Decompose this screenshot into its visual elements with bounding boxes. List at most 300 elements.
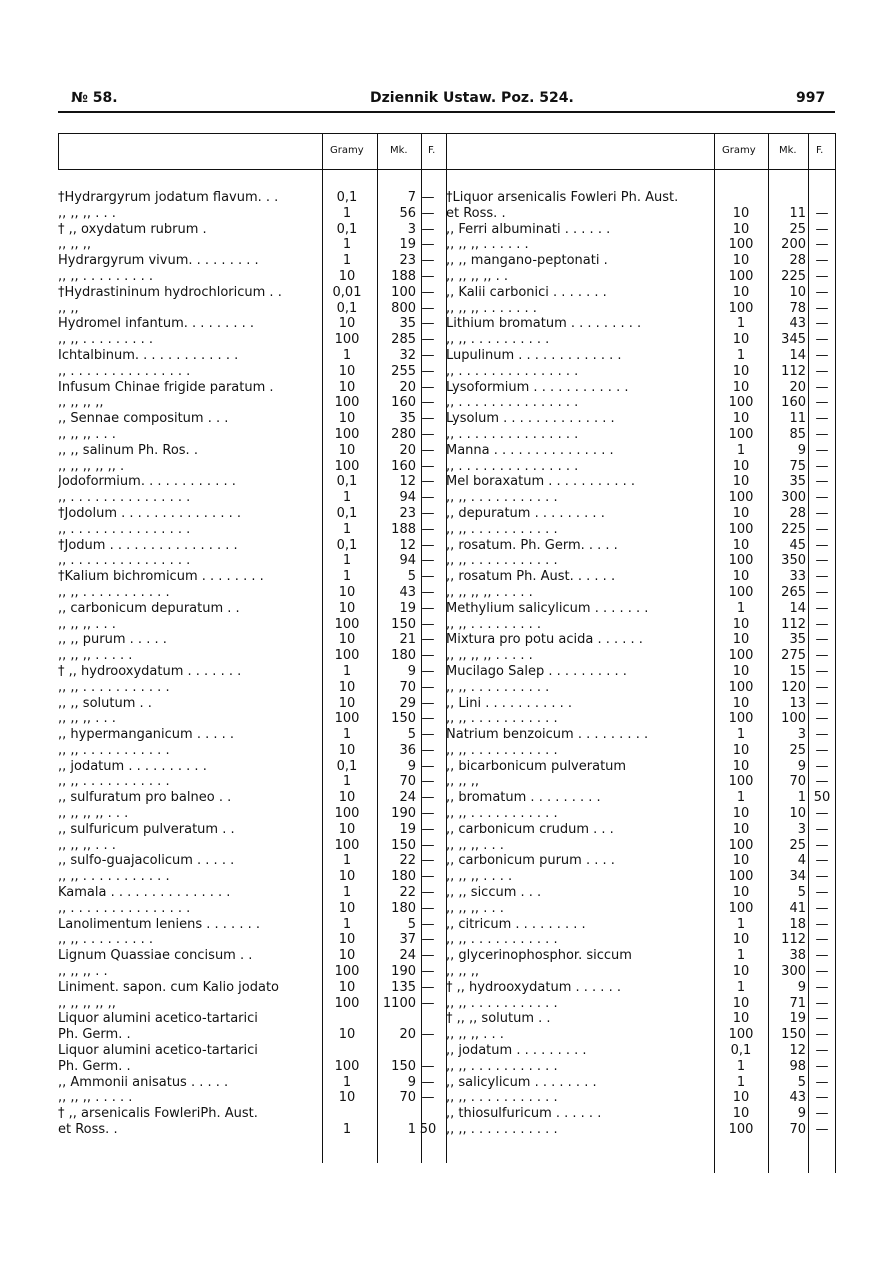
- gramy-cell: 1: [342, 205, 352, 221]
- gramy-cell: 100: [728, 553, 754, 569]
- mk-cell: 5: [407, 916, 416, 932]
- gramy-cell: 100: [728, 490, 754, 506]
- gramy-cell: 100: [728, 426, 754, 442]
- item-name: ,, sulfo-guajacolicum . . . . .: [58, 853, 235, 869]
- item-name: ,, ,, ,, . . .: [58, 711, 116, 727]
- item-name: ,, ,, ,, ,,: [58, 395, 104, 411]
- mk-cell: 300: [781, 490, 806, 506]
- item-name: Lithium bromatum . . . . . . . . .: [446, 316, 642, 332]
- gramy-cell: 100: [728, 300, 754, 316]
- f-cell: —: [421, 821, 435, 837]
- gramy-cell: 10: [338, 411, 356, 427]
- f-cell: —: [815, 569, 829, 585]
- mk-cell: 1100: [382, 995, 416, 1011]
- item-name: ,, . . . . . . . . . . . . . . .: [446, 395, 579, 411]
- mk-cell: 25: [789, 837, 806, 853]
- mk-cell: 150: [391, 1058, 416, 1074]
- item-name: ,, ,, . . . . . . . . . . .: [446, 1058, 558, 1074]
- gramy-cell: 10: [732, 253, 750, 269]
- item-name: ,, ,, purum . . . . .: [58, 632, 167, 648]
- mk-cell: 180: [391, 648, 416, 664]
- gramy-cell: 10: [732, 695, 750, 711]
- item-name: ,, ,, . . . . . . . . . . .: [58, 869, 170, 885]
- f-cell: —: [815, 1043, 829, 1059]
- gramy-cell: 1: [736, 1074, 746, 1090]
- right-f-header: F.: [816, 145, 824, 156]
- mk-cell: 12: [399, 537, 416, 553]
- f-cell: —: [815, 1074, 829, 1090]
- f-cell: —: [815, 711, 829, 727]
- gramy-cell: 1: [736, 916, 746, 932]
- gramy-cell: 100: [334, 332, 360, 348]
- item-name: ,, Lini . . . . . . . . . . .: [446, 695, 573, 711]
- mk-cell: 5: [797, 1074, 806, 1090]
- mk-cell: 150: [781, 1027, 806, 1043]
- f-cell: —: [421, 300, 435, 316]
- item-name: ,, ,, . . . . . . . . . . .: [446, 521, 558, 537]
- f-cell: —: [815, 632, 829, 648]
- f-cell: —: [421, 553, 435, 569]
- mk-cell: 70: [399, 774, 416, 790]
- gramy-cell: 100: [334, 395, 360, 411]
- gramy-cell: 10: [732, 379, 750, 395]
- mk-cell: 37: [399, 932, 416, 948]
- gramy-cell: 100: [334, 458, 360, 474]
- gramy-cell: 10: [732, 932, 750, 948]
- item-name: ,, ,, siccum . . .: [446, 885, 542, 901]
- gramy-cell: 10: [338, 979, 356, 995]
- f-cell: —: [421, 537, 435, 553]
- f-cell: —: [815, 505, 829, 521]
- item-name: ,, ,, ,, . . . . . .: [446, 237, 529, 253]
- f-cell: —: [421, 679, 435, 695]
- mk-cell: 41: [789, 900, 806, 916]
- f-cell: —: [815, 932, 829, 948]
- f-cell: —: [815, 332, 829, 348]
- mk-cell: 350: [781, 553, 806, 569]
- f-cell: —: [815, 964, 829, 980]
- item-name: et Ross. .: [58, 1122, 118, 1138]
- mk-cell: 9: [797, 442, 806, 458]
- item-name: ,, . . . . . . . . . . . . . . .: [446, 363, 579, 379]
- gramy-cell: 1: [342, 347, 352, 363]
- mk-cell: 112: [781, 363, 806, 379]
- gramy-cell: 10: [338, 442, 356, 458]
- item-name: ,, ,, . . . . . . . . .: [58, 268, 154, 284]
- f-cell: —: [815, 758, 829, 774]
- gramy-cell: 10: [732, 458, 750, 474]
- item-name: ,, ,, ,, ,, ,,: [58, 995, 116, 1011]
- f-cell: —: [815, 900, 829, 916]
- mk-cell: 32: [399, 347, 416, 363]
- table-border-right: [835, 133, 836, 1173]
- mk-cell: 4: [797, 853, 806, 869]
- item-name: ,, ,, ,, . .: [58, 964, 108, 980]
- item-name: ,, . . . . . . . . . . . . . . .: [58, 521, 191, 537]
- gramy-cell: 10: [732, 205, 750, 221]
- mk-cell: 12: [789, 1043, 806, 1059]
- item-name: ,, . . . . . . . . . . . . . . .: [58, 363, 191, 379]
- left-f-header: F.: [428, 145, 436, 156]
- item-name: ,, thiosulfuricum . . . . . .: [446, 1106, 602, 1122]
- f-cell: —: [815, 1106, 829, 1122]
- mk-cell: 120: [781, 679, 806, 695]
- gramy-cell: 100: [334, 995, 360, 1011]
- mk-cell: 190: [391, 806, 416, 822]
- mk-cell: 45: [789, 537, 806, 553]
- gramy-cell: 0,1: [730, 1043, 752, 1059]
- mk-cell: 33: [789, 569, 806, 585]
- item-name: ,, salicylicum . . . . . . . .: [446, 1074, 597, 1090]
- mk-cell: 23: [399, 505, 416, 521]
- item-name: ,, ,, ,, . . . .: [446, 869, 513, 885]
- f-cell: 50: [813, 790, 831, 806]
- mk-cell: 38: [789, 948, 806, 964]
- gramy-cell: 10: [732, 995, 750, 1011]
- f-cell: —: [421, 1074, 435, 1090]
- mk-cell: 188: [391, 268, 416, 284]
- item-name: †Jodum . . . . . . . . . . . . . . . .: [58, 537, 238, 553]
- mk-cell: 112: [781, 932, 806, 948]
- mk-cell: 25: [789, 742, 806, 758]
- mk-cell: 43: [399, 584, 416, 600]
- mk-cell: 275: [781, 648, 806, 664]
- gramy-cell: 100: [728, 679, 754, 695]
- f-cell: —: [421, 569, 435, 585]
- mk-cell: 3: [407, 221, 416, 237]
- mk-cell: 200: [781, 237, 806, 253]
- gramy-cell: 0,1: [336, 474, 358, 490]
- item-name: ,, citricum . . . . . . . . .: [446, 916, 586, 932]
- item-name: Mixtura pro potu acida . . . . . .: [446, 632, 643, 648]
- item-name: ,, ,, . . . . . . . . . . .: [58, 584, 170, 600]
- gramy-cell: 100: [334, 964, 360, 980]
- gramy-cell: 1: [342, 569, 352, 585]
- item-name: ,, hypermanganicum . . . . .: [58, 727, 235, 743]
- f-cell: —: [421, 632, 435, 648]
- mk-cell: 11: [789, 411, 806, 427]
- item-name: ,, ,,: [58, 300, 79, 316]
- f-cell: —: [815, 1011, 829, 1027]
- mk-cell: 24: [399, 948, 416, 964]
- gramy-cell: 1: [736, 979, 746, 995]
- gramy-cell: 0,1: [336, 221, 358, 237]
- f-cell: —: [815, 379, 829, 395]
- mk-cell: 23: [399, 253, 416, 269]
- f-cell: —: [421, 1027, 435, 1043]
- f-cell: —: [421, 727, 435, 743]
- item-name: ,, rosatum Ph. Aust. . . . . .: [446, 569, 616, 585]
- mk-cell: 85: [789, 426, 806, 442]
- item-name: Lupulinum . . . . . . . . . . . . .: [446, 347, 622, 363]
- item-name: ,, ,, . . . . . . . . . . .: [446, 711, 558, 727]
- f-cell: —: [815, 221, 829, 237]
- f-cell: —: [815, 347, 829, 363]
- page-folio: 997: [796, 90, 826, 106]
- f-cell: —: [421, 663, 435, 679]
- mk-cell: 9: [797, 758, 806, 774]
- f-cell: —: [421, 379, 435, 395]
- item-name: Lignum Quassiae concisum . .: [58, 948, 253, 964]
- item-name: ,, ,, . . . . . . . . . . .: [58, 742, 170, 758]
- f-cell: —: [815, 268, 829, 284]
- mk-cell: 265: [781, 584, 806, 600]
- f-cell: —: [421, 363, 435, 379]
- gramy-cell: 10: [338, 1090, 356, 1106]
- left-gramy-rule: [322, 133, 323, 1163]
- mk-cell: 9: [407, 1074, 416, 1090]
- right-mk-header: Mk.: [779, 145, 797, 156]
- mk-cell: 28: [789, 505, 806, 521]
- item-name: ,, Ammonii anisatus . . . . .: [58, 1074, 229, 1090]
- gramy-cell: 10: [732, 569, 750, 585]
- item-name: ,, ,, ,, . . . . . . .: [446, 300, 537, 316]
- gramy-cell: 10: [732, 505, 750, 521]
- item-name: ,, ,, ,,: [446, 964, 480, 980]
- mk-cell: 150: [391, 616, 416, 632]
- item-name: †Hydrargyrum jodatum flavum. . .: [58, 190, 279, 205]
- f-cell: —: [815, 521, 829, 537]
- item-name: ,, glycerinophosphor. siccum: [446, 948, 632, 964]
- item-name: ,, ,, ,, . . .: [58, 426, 116, 442]
- f-cell: —: [815, 1058, 829, 1074]
- item-name: ,, ,, ,, ,, . . .: [58, 806, 129, 822]
- f-cell: —: [815, 869, 829, 885]
- mk-cell: 70: [789, 1122, 806, 1138]
- mk-cell: 34: [789, 869, 806, 885]
- item-name: † ,, ,, solutum . .: [446, 1011, 551, 1027]
- gramy-cell: 10: [732, 821, 750, 837]
- mk-cell: 20: [789, 379, 806, 395]
- gramy-cell: 10: [732, 221, 750, 237]
- item-name: ,, ,, . . . . . . . . . . .: [446, 995, 558, 1011]
- f-cell: —: [815, 205, 829, 221]
- item-name: †Hydrastininum hydrochloricum . .: [58, 284, 282, 300]
- item-name: Methylium salicylicum . . . . . . .: [446, 600, 649, 616]
- mk-cell: 7: [407, 190, 416, 205]
- item-name: Lysoformium . . . . . . . . . . . .: [446, 379, 629, 395]
- f-cell: —: [421, 521, 435, 537]
- item-name: Manna . . . . . . . . . . . . . . .: [446, 442, 614, 458]
- mk-cell: 13: [789, 695, 806, 711]
- gramy-cell: 10: [732, 1011, 750, 1027]
- item-name: ,, . . . . . . . . . . . . . . .: [446, 458, 579, 474]
- mk-cell: 21: [399, 632, 416, 648]
- gramy-cell: 1: [736, 1058, 746, 1074]
- gramy-cell: 10: [338, 268, 356, 284]
- f-cell: —: [815, 411, 829, 427]
- f-cell: —: [421, 205, 435, 221]
- gramy-cell: 100: [728, 1027, 754, 1043]
- item-name: Liniment. sapon. cum Kalio jodato: [58, 979, 280, 995]
- mk-cell: 35: [399, 411, 416, 427]
- mk-cell: 9: [407, 663, 416, 679]
- f-cell: —: [815, 600, 829, 616]
- gramy-cell: 10: [338, 790, 356, 806]
- f-cell: —: [421, 268, 435, 284]
- f-cell: —: [815, 584, 829, 600]
- item-name: et Ross. .: [446, 205, 506, 221]
- mk-cell: 5: [797, 885, 806, 901]
- gramy-cell: 100: [728, 711, 754, 727]
- mk-cell: 98: [789, 1058, 806, 1074]
- f-cell: —: [421, 221, 435, 237]
- mk-cell: 1: [797, 790, 806, 806]
- mk-cell: 160: [391, 395, 416, 411]
- gramy-cell: 100: [334, 426, 360, 442]
- mk-cell: 280: [391, 426, 416, 442]
- item-name: Jodoformium. . . . . . . . . . . .: [58, 474, 236, 490]
- f-cell: —: [421, 806, 435, 822]
- f-cell: —: [815, 553, 829, 569]
- f-cell: —: [815, 916, 829, 932]
- f-cell: —: [421, 758, 435, 774]
- gramy-cell: 1: [736, 790, 746, 806]
- item-name: ,, carbonicum purum . . . .: [446, 853, 615, 869]
- gramy-cell: 10: [338, 869, 356, 885]
- item-name: † ,, hydrooxydatum . . . . . . .: [58, 663, 242, 679]
- item-name: ,, ,, ,, ,, ,, .: [58, 458, 125, 474]
- item-name: ,, . . . . . . . . . . . . . . .: [58, 553, 191, 569]
- item-name: ,, sulfuratum pro balneo . .: [58, 790, 232, 806]
- mk-cell: 10: [789, 284, 806, 300]
- gramy-cell: 1: [342, 237, 352, 253]
- mk-cell: 345: [781, 332, 806, 348]
- item-name: ,, ,, mangano-peptonati .: [446, 253, 608, 269]
- left-gramy-header: Gramy: [330, 145, 364, 156]
- mk-cell: 10: [789, 806, 806, 822]
- gramy-cell: 10: [338, 932, 356, 948]
- gramy-cell: 1: [736, 347, 746, 363]
- mk-cell: 112: [781, 616, 806, 632]
- gramy-cell: 10: [338, 900, 356, 916]
- gramy-cell: 1: [736, 727, 746, 743]
- gramy-cell: 100: [728, 648, 754, 664]
- mk-cell: 19: [399, 237, 416, 253]
- mk-cell: 100: [391, 284, 416, 300]
- f-cell: —: [815, 663, 829, 679]
- mk-cell: 5: [407, 569, 416, 585]
- gramy-cell: 10: [338, 948, 356, 964]
- mk-cell: 94: [399, 490, 416, 506]
- gramy-cell: 1: [342, 774, 352, 790]
- gramy-cell: 10: [732, 616, 750, 632]
- f-cell: —: [421, 900, 435, 916]
- item-name: ,, Sennae compositum . . .: [58, 411, 229, 427]
- mk-cell: 20: [399, 442, 416, 458]
- mk-cell: 300: [781, 964, 806, 980]
- item-name: Lanolimentum leniens . . . . . . .: [58, 916, 260, 932]
- item-name: ,, depuratum . . . . . . . . .: [446, 505, 605, 521]
- gramy-cell: 10: [732, 885, 750, 901]
- f-cell: —: [815, 1027, 829, 1043]
- f-cell: —: [815, 300, 829, 316]
- item-name: ,, ,, . . . . . . . . . . .: [58, 774, 170, 790]
- f-cell: —: [815, 442, 829, 458]
- f-cell: —: [815, 395, 829, 411]
- f-cell: —: [815, 363, 829, 379]
- gramy-cell: 10: [732, 806, 750, 822]
- f-cell: —: [421, 979, 435, 995]
- item-name: ,, . . . . . . . . . . . . . . .: [58, 900, 191, 916]
- f-cell: —: [421, 995, 435, 1011]
- gramy-cell: 10: [338, 316, 356, 332]
- f-cell: —: [815, 837, 829, 853]
- right-gramy-header: Gramy: [722, 145, 756, 156]
- item-name: †Kalium bichromicum . . . . . . . .: [58, 569, 264, 585]
- mk-cell: 22: [399, 885, 416, 901]
- f-cell: —: [815, 695, 829, 711]
- f-cell: —: [421, 237, 435, 253]
- gramy-cell: 10: [732, 758, 750, 774]
- gramy-cell: 100: [728, 774, 754, 790]
- gramy-cell: 1: [736, 948, 746, 964]
- f-cell: —: [421, 648, 435, 664]
- mk-cell: 11: [789, 205, 806, 221]
- f-cell: —: [421, 505, 435, 521]
- item-name: ,, ,, . . . . . . . . . . .: [446, 1090, 558, 1106]
- f-cell: —: [815, 316, 829, 332]
- mk-cell: 75: [789, 458, 806, 474]
- mk-cell: 9: [407, 758, 416, 774]
- item-name: ,, jodatum . . . . . . . . . .: [58, 758, 207, 774]
- f-cell: —: [815, 648, 829, 664]
- mk-cell: 190: [391, 964, 416, 980]
- f-cell: —: [815, 979, 829, 995]
- gramy-cell: 1: [342, 521, 352, 537]
- f-cell: —: [421, 695, 435, 711]
- mk-cell: 19: [399, 600, 416, 616]
- f-cell: —: [421, 711, 435, 727]
- f-cell: —: [421, 395, 435, 411]
- f-cell: —: [815, 474, 829, 490]
- f-cell: —: [421, 600, 435, 616]
- item-name: ,, ,, . . . . . . . . . . .: [58, 679, 170, 695]
- f-cell: —: [421, 426, 435, 442]
- item-name: † ,, hydrooxydatum . . . . . .: [446, 979, 621, 995]
- gramy-cell: 0,1: [336, 537, 358, 553]
- gramy-cell: 100: [728, 1122, 754, 1138]
- item-name: Ph. Germ. .: [58, 1027, 131, 1043]
- mk-cell: 180: [391, 869, 416, 885]
- mk-cell: 3: [797, 821, 806, 837]
- item-name: Hydromel infantum. . . . . . . . .: [58, 316, 255, 332]
- mk-cell: 14: [789, 600, 806, 616]
- f-cell: —: [815, 237, 829, 253]
- gramy-cell: 100: [728, 869, 754, 885]
- gramy-cell: 100: [728, 584, 754, 600]
- mk-cell: 1: [407, 1122, 416, 1138]
- mk-cell: 3: [797, 727, 806, 743]
- f-cell: —: [421, 932, 435, 948]
- item-name: ,, carbonicum crudum . . .: [446, 821, 614, 837]
- gramy-cell: 100: [334, 648, 360, 664]
- mk-cell: 24: [399, 790, 416, 806]
- mk-cell: 28: [789, 253, 806, 269]
- item-name: Liquor alumini acetico-tartarici: [58, 1011, 258, 1027]
- item-name: ,, Ferri albuminati . . . . . .: [446, 221, 611, 237]
- f-cell: —: [421, 332, 435, 348]
- f-cell: —: [421, 284, 435, 300]
- mk-cell: 18: [789, 916, 806, 932]
- f-cell: —: [421, 790, 435, 806]
- item-name: ,, ,, . . . . . . . . .: [58, 932, 154, 948]
- gramy-cell: 10: [732, 632, 750, 648]
- gramy-cell: 100: [728, 268, 754, 284]
- gramy-cell: 10: [732, 742, 750, 758]
- f-cell: —: [815, 1090, 829, 1106]
- f-cell: —: [815, 948, 829, 964]
